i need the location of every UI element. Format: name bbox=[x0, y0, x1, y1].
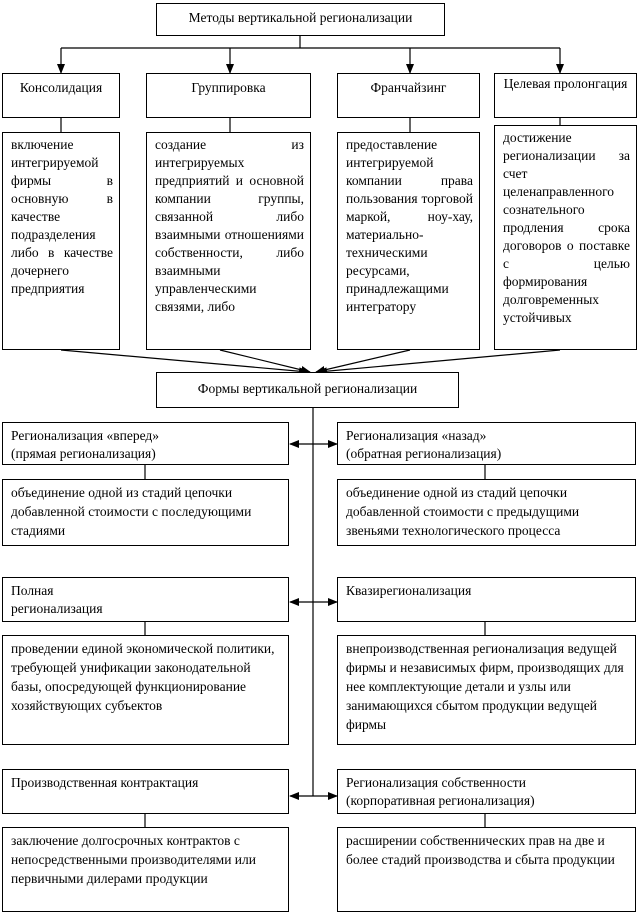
form-ownership-subtitle: (корпоративная регионализация) bbox=[346, 793, 535, 808]
form-ownership-title: Регионализация собственности bbox=[346, 775, 526, 790]
method-prolongation-box bbox=[494, 73, 637, 118]
form-ownership-title-box bbox=[337, 769, 636, 814]
form-backward-title-box bbox=[337, 422, 636, 465]
form-ownership-description-text: расширении собственнических прав на две и более стадий производства и сбыта продукции bbox=[346, 833, 615, 867]
consolidation-description-text: включение интегрируемой фирмы в основную в качестве подразделения либо в качестве дочернего предприятия bbox=[11, 137, 113, 296]
method-franchising-box bbox=[337, 73, 480, 118]
method-grouping-description bbox=[146, 132, 311, 350]
forms-header-title: Формы вертикальной регионализации bbox=[197, 381, 418, 396]
form-full-description-text: проведении единой экономической политики, требующей унификации законодательной базы, опосредующей функционирование хозяйствующих субъектов bbox=[11, 641, 275, 713]
arrow-from-franchising bbox=[316, 350, 410, 372]
form-full-subtitle: регионализация bbox=[11, 601, 103, 616]
prolongation-description-text: достижение регионализации за счет целенаправленного сознательного продления срока договоров о поставке с целью формирования долговременных устойчивых bbox=[503, 130, 630, 325]
form-forward-title: Регионализация «вперед» bbox=[11, 428, 160, 443]
form-quasi-title: Квазирегионализация bbox=[346, 583, 472, 598]
method-prolongation-description bbox=[494, 125, 637, 350]
arrow-from-consolidation bbox=[61, 350, 308, 372]
form-full-title-box bbox=[2, 577, 289, 622]
methods-header-box bbox=[156, 3, 445, 36]
method-franchising-label: Франчайзинг bbox=[370, 80, 447, 95]
arrow-from-prolongation bbox=[318, 350, 560, 372]
form-full-title: Полная bbox=[11, 583, 54, 598]
form-forward-description-text: объединение одной из стадий цепочки добавленной стоимости с последующими стадиями bbox=[11, 485, 252, 538]
form-backward-title: Регионализация «назад» bbox=[346, 428, 487, 443]
grouping-description-text: создание из интегрируемых предприятий и основной компании группы, связанной либо взаимными отношениями собственности, либо взаимными управленческими связями, либо bbox=[155, 137, 304, 314]
form-production-description-text: заключение долгосрочных контрактов с непосредственными производителями или первичными дилерами продукции bbox=[11, 833, 256, 886]
method-consolidation-label: Консолидация bbox=[19, 80, 103, 95]
franchising-description-text: предоставление интегрируемой компании права пользования торговой маркой, ноу-хау, материально-техническими ресурсами, принадлежащими интегратору bbox=[346, 137, 473, 314]
form-forward-subtitle: (прямая регионализация) bbox=[11, 446, 156, 461]
form-quasi-description bbox=[337, 635, 636, 745]
method-consolidation-box bbox=[2, 73, 120, 118]
form-full-description bbox=[2, 635, 289, 745]
form-backward-description-text: объединение одной из стадий цепочки добавленной стоимости с предыдущими звеньями технологического процесса bbox=[346, 485, 580, 538]
form-quasi-title-box bbox=[337, 577, 636, 622]
method-grouping-box bbox=[146, 73, 311, 118]
form-backward-subtitle: (обратная регионализация) bbox=[346, 446, 502, 461]
form-production-description bbox=[2, 827, 289, 912]
method-franchising-description bbox=[337, 132, 480, 350]
form-quasi-description-text: внепроизводственная регионализация ведущей фирмы и независимых фирм, производящих для нее комплектующие детали и узлы или занимающихся сбытом продукции ведущей фирмы bbox=[346, 641, 624, 732]
form-production-title-box bbox=[2, 769, 289, 814]
form-ownership-description bbox=[337, 827, 636, 912]
form-backward-description bbox=[337, 479, 636, 546]
form-production-title: Производственная контрактация bbox=[11, 775, 199, 790]
form-forward-description bbox=[2, 479, 289, 546]
forms-header-box bbox=[156, 372, 459, 408]
methods-header-title: Методы вертикальной регионализации bbox=[188, 10, 413, 25]
method-prolongation-label: Целевая пролонгация bbox=[503, 76, 628, 91]
method-grouping-label: Группировка bbox=[191, 80, 266, 95]
form-forward-title-box bbox=[2, 422, 289, 465]
method-consolidation-description bbox=[2, 132, 120, 350]
